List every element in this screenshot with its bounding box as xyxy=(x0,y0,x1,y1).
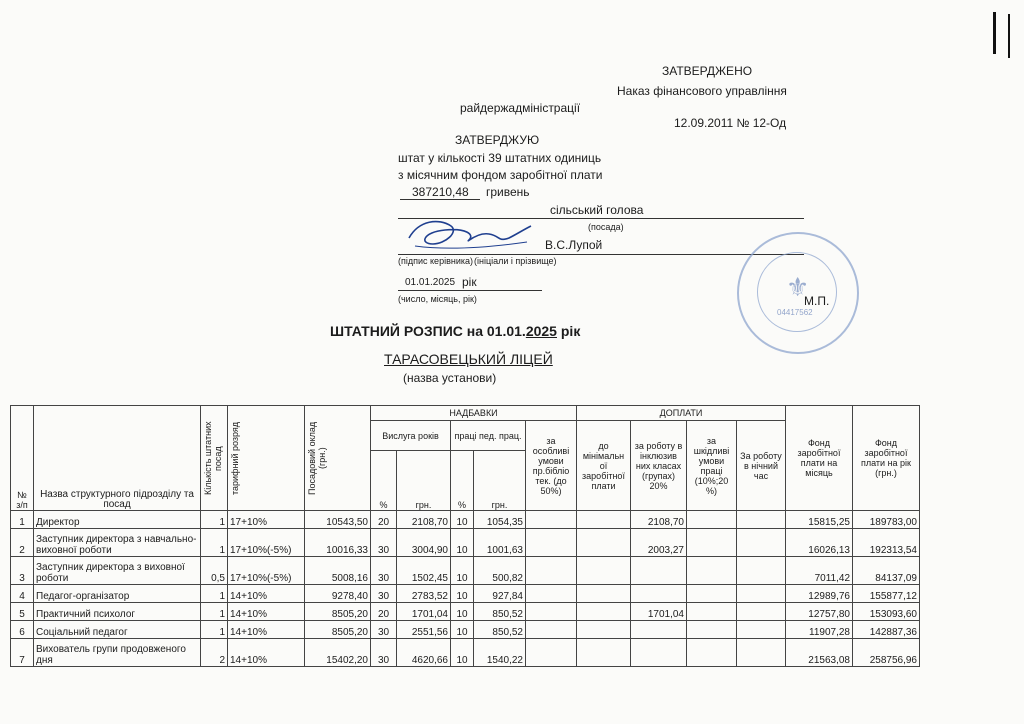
cell-night xyxy=(737,603,786,621)
signature-line xyxy=(398,254,804,255)
cell-special xyxy=(526,511,577,529)
cell-night xyxy=(737,557,786,585)
header-monthly: Фонд заробітної плати на місяць xyxy=(786,406,853,511)
cell-ped-pct: 10 xyxy=(451,511,474,529)
fund-amount-underline xyxy=(400,199,480,200)
cell-yearly: 258756,96 xyxy=(853,639,920,667)
approved-order-line1: Наказ фінансового управління xyxy=(617,84,787,98)
cell-sen-uah: 1502,45 xyxy=(397,557,451,585)
cell-minwage xyxy=(577,639,631,667)
table-row xyxy=(11,557,920,585)
scan-edge-mark xyxy=(1008,14,1010,58)
approve-date-suffix: рік xyxy=(462,275,477,289)
header-special: за особливі умови пр.бібліо тек. (до 50%) xyxy=(526,421,577,511)
title-suffix: рік xyxy=(556,323,581,339)
table-row xyxy=(11,621,920,639)
cell-ped-uah: 1054,35 xyxy=(474,511,526,529)
cell-count: 2 xyxy=(201,639,228,667)
cell-minwage xyxy=(577,529,631,557)
cell-harmful xyxy=(687,557,737,585)
cell-ped-uah: 850,52 xyxy=(474,621,526,639)
cell-sen-pct: 30 xyxy=(371,585,397,603)
cell-night xyxy=(737,585,786,603)
cell-n: 7 xyxy=(11,639,34,667)
cell-harmful xyxy=(687,621,737,639)
header-ped-uah: грн. xyxy=(474,451,526,511)
cell-count: 0,5 xyxy=(201,557,228,585)
date-caption: (число, місяць, рік) xyxy=(398,294,477,304)
cell-sen-uah: 2108,70 xyxy=(397,511,451,529)
cell-n: 1 xyxy=(11,511,34,529)
cell-sen-pct: 30 xyxy=(371,529,397,557)
cell-name: Заступник директора з виховної роботи xyxy=(34,557,201,585)
cell-harmful xyxy=(687,639,737,667)
table-row xyxy=(11,639,920,667)
cell-sen-uah: 2783,52 xyxy=(397,585,451,603)
header-seniority-uah: грн. xyxy=(397,451,451,511)
cell-sen-pct: 20 xyxy=(371,603,397,621)
cell-monthly: 15815,25 xyxy=(786,511,853,529)
approve-fund-currency: гривень xyxy=(486,185,530,199)
cell-salary: 9278,40 xyxy=(305,585,371,603)
cell-sen-uah: 4620,66 xyxy=(397,639,451,667)
institution-name: ТАРАСОВЕЦЬКИЙ ЛІЦЕЙ xyxy=(384,351,553,367)
handwritten-signature xyxy=(405,212,535,254)
date-line xyxy=(398,290,542,291)
title-prefix: ШТАТНИЙ РОЗПИС на 01.01. xyxy=(330,323,526,339)
scan-edge-mark xyxy=(993,12,996,54)
cell-minwage xyxy=(577,511,631,529)
cell-ped-uah: 1540,22 xyxy=(474,639,526,667)
cell-n: 3 xyxy=(11,557,34,585)
cell-grade: 17+10%(-5%) xyxy=(228,529,305,557)
cell-special xyxy=(526,585,577,603)
cell-yearly: 142887,36 xyxy=(853,621,920,639)
cell-count: 1 xyxy=(201,603,228,621)
cell-name: Практичний психолог xyxy=(34,603,201,621)
cell-sen-uah: 1701,04 xyxy=(397,603,451,621)
header-allowances: НАДБАВКИ xyxy=(371,406,577,421)
cell-grade: 17+10%(-5%) xyxy=(228,557,305,585)
approve-fund-amount: 387210,48 xyxy=(412,185,469,199)
cell-harmful xyxy=(687,603,737,621)
table-row xyxy=(11,603,920,621)
cell-monthly: 21563,08 xyxy=(786,639,853,667)
cell-name: Заступник директора з навчально-виховної роботи xyxy=(34,529,201,557)
cell-minwage xyxy=(577,585,631,603)
cell-n: 4 xyxy=(11,585,34,603)
header-yearly: Фонд заробітної плати на рік (грн.) xyxy=(853,406,920,511)
cell-inclusive xyxy=(631,585,687,603)
cell-n: 2 xyxy=(11,529,34,557)
cell-count: 1 xyxy=(201,585,228,603)
header-grade: тарифний розряд xyxy=(228,406,305,511)
header-surcharges: ДОПЛАТИ xyxy=(577,406,786,421)
cell-n: 6 xyxy=(11,621,34,639)
header-name: Назва структурного підрозділу та посад xyxy=(34,406,201,511)
cell-ped-pct: 10 xyxy=(451,603,474,621)
header-ped-pct: % xyxy=(451,451,474,511)
header-salary: Посадовий оклад (грн.) xyxy=(305,406,371,511)
trident-emblem-icon: ⚜ xyxy=(786,272,810,302)
cell-sen-pct: 30 xyxy=(371,557,397,585)
cell-sen-uah: 2551,56 xyxy=(397,621,451,639)
cell-yearly: 189783,00 xyxy=(853,511,920,529)
cell-ped-pct: 10 xyxy=(451,557,474,585)
cell-salary: 15402,20 xyxy=(305,639,371,667)
cell-salary: 10016,33 xyxy=(305,529,371,557)
title-year: 2025 xyxy=(525,323,557,339)
cell-ped-uah: 927,84 xyxy=(474,585,526,603)
cell-special xyxy=(526,603,577,621)
cell-sen-uah: 3004,90 xyxy=(397,529,451,557)
cell-monthly: 12757,80 xyxy=(786,603,853,621)
cell-special xyxy=(526,639,577,667)
institution-caption: (назва установи) xyxy=(403,371,497,385)
header-night: За роботу в нічний час xyxy=(737,421,786,511)
cell-ped-pct: 10 xyxy=(451,585,474,603)
cell-special xyxy=(526,529,577,557)
cell-special xyxy=(526,621,577,639)
cell-sen-pct: 20 xyxy=(371,511,397,529)
cell-harmful xyxy=(687,511,737,529)
cell-inclusive xyxy=(631,639,687,667)
cell-yearly: 155877,12 xyxy=(853,585,920,603)
cell-count: 1 xyxy=(201,511,228,529)
cell-name: Соціальний педагог xyxy=(34,621,201,639)
cell-count: 1 xyxy=(201,621,228,639)
cell-inclusive: 1701,04 xyxy=(631,603,687,621)
cell-n: 5 xyxy=(11,603,34,621)
approved-order-date: 12.09.2011 № 12-Од xyxy=(674,116,787,130)
cell-grade: 17+10% xyxy=(228,511,305,529)
cell-night xyxy=(737,511,786,529)
cell-ped-uah: 850,52 xyxy=(474,603,526,621)
cell-salary: 5008,16 xyxy=(305,557,371,585)
table-row xyxy=(11,511,920,529)
cell-special xyxy=(526,557,577,585)
cell-inclusive xyxy=(631,621,687,639)
header-inclusive: за роботу в інклюзив них класах (групах) 20% xyxy=(631,421,687,511)
approve-title: ЗАТВЕРДЖУЮ xyxy=(455,133,540,147)
cell-grade: 14+10% xyxy=(228,585,305,603)
approved-order-line2: райдержадміністрації xyxy=(460,101,581,115)
header-count: Кількість штатних посад xyxy=(201,406,228,511)
header-minwage: до мінімальн ої заробітної плати xyxy=(577,421,631,511)
cell-name: Директор xyxy=(34,511,201,529)
cell-ped-uah: 1001,63 xyxy=(474,529,526,557)
cell-ped-uah: 500,82 xyxy=(474,557,526,585)
table-row xyxy=(11,585,920,603)
cell-minwage xyxy=(577,621,631,639)
cell-salary: 8505,20 xyxy=(305,621,371,639)
cell-monthly: 11907,28 xyxy=(786,621,853,639)
header-ped-work: праці пед. прац. xyxy=(451,421,526,451)
cell-night xyxy=(737,529,786,557)
staff-schedule-table xyxy=(10,405,920,667)
cell-sen-pct: 30 xyxy=(371,639,397,667)
cell-ped-pct: 10 xyxy=(451,621,474,639)
cell-night xyxy=(737,621,786,639)
signature-caption: (підпис керівника) xyxy=(398,256,473,266)
cell-grade: 14+10% xyxy=(228,639,305,667)
stamp-code: 04417562 xyxy=(777,308,813,317)
cell-grade: 14+10% xyxy=(228,621,305,639)
cell-minwage xyxy=(577,557,631,585)
name-caption: (ініціали і прізвище) xyxy=(474,256,557,266)
approve-staff-line: штат у кількості 39 штатних одиниць xyxy=(398,151,602,165)
approve-fund-line: з місячним фондом заробітної плати xyxy=(398,168,603,182)
cell-ped-pct: 10 xyxy=(451,639,474,667)
cell-grade: 14+10% xyxy=(228,603,305,621)
header-seniority: Вислуга років xyxy=(371,421,451,451)
cell-sen-pct: 30 xyxy=(371,621,397,639)
cell-monthly: 7011,42 xyxy=(786,557,853,585)
cell-harmful xyxy=(687,529,737,557)
cell-ped-pct: 10 xyxy=(451,529,474,557)
cell-night xyxy=(737,639,786,667)
approved-title: ЗАТВЕРДЖЕНО xyxy=(662,64,753,78)
header-num: № з/п xyxy=(11,406,34,511)
approve-name: В.С.Лупой xyxy=(545,238,603,252)
header-harmful: за шкідливі умови праці (10%;20 %) xyxy=(687,421,737,511)
official-stamp xyxy=(737,232,859,354)
approve-date-value: 01.01.2025 xyxy=(405,277,456,288)
cell-minwage xyxy=(577,603,631,621)
header-seniority-pct: % xyxy=(371,451,397,511)
cell-harmful xyxy=(687,585,737,603)
approve-position: сільський голова xyxy=(550,203,644,217)
cell-yearly: 192313,54 xyxy=(853,529,920,557)
cell-inclusive: 2003,27 xyxy=(631,529,687,557)
cell-count: 1 xyxy=(201,529,228,557)
cell-monthly: 12989,76 xyxy=(786,585,853,603)
table-row xyxy=(11,529,920,557)
position-caption: (посада) xyxy=(588,222,624,232)
document-title xyxy=(330,323,580,339)
cell-inclusive xyxy=(631,557,687,585)
cell-salary: 8505,20 xyxy=(305,603,371,621)
cell-salary: 10543,50 xyxy=(305,511,371,529)
cell-monthly: 16026,13 xyxy=(786,529,853,557)
cell-inclusive: 2108,70 xyxy=(631,511,687,529)
cell-name: Вихователь групи продовженого дня xyxy=(34,639,201,667)
cell-yearly: 153093,60 xyxy=(853,603,920,621)
seal-place-label: М.П. xyxy=(804,294,830,308)
cell-name: Педагог-організатор xyxy=(34,585,201,603)
cell-yearly: 84137,09 xyxy=(853,557,920,585)
